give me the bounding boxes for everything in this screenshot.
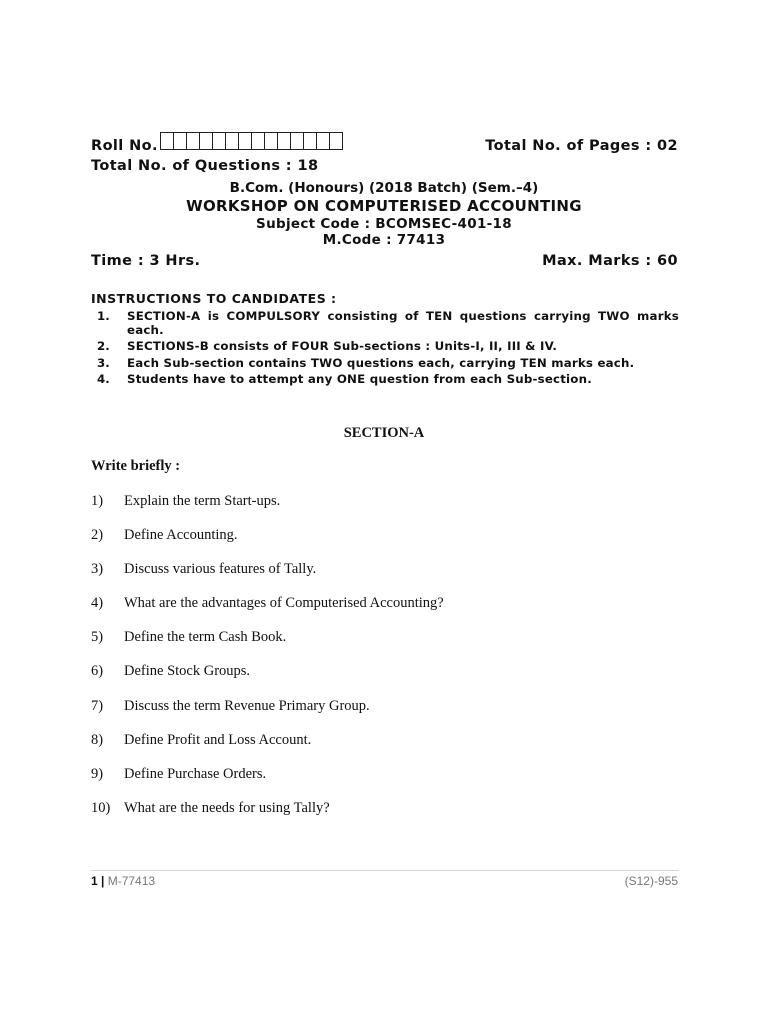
question-text: What are the advantages of Computerised Accounting?	[124, 595, 444, 612]
course-line: B.Com. (Honours) (2018 Batch) (Sem.–4)	[229, 180, 539, 196]
roll-number-box[interactable]	[186, 132, 200, 150]
question-number: 3)	[91, 561, 104, 578]
m-code: M.Code : 77413	[322, 232, 446, 248]
question-number: 10)	[91, 799, 111, 816]
question-text: Define Purchase Orders.	[124, 765, 267, 782]
roll-number-box[interactable]	[160, 132, 174, 150]
instruction-text: SECTION-A is COMPULSORY consisting of TEN questions carrying TWO marks each.	[127, 309, 679, 337]
question-number: 6)	[91, 663, 104, 680]
roll-number-box[interactable]	[199, 132, 213, 150]
roll-number-box[interactable]	[173, 132, 187, 150]
question-number: 5)	[91, 629, 104, 646]
question-item	[91, 527, 444, 561]
footer-right-code: (S12)-955	[624, 874, 678, 888]
question-item	[91, 766, 444, 800]
question-text: Discuss various features of Tally.	[124, 561, 317, 578]
instruction-item	[91, 357, 679, 371]
total-questions: Total No. of Questions : 18	[91, 158, 319, 174]
roll-number-box[interactable]	[316, 132, 330, 150]
instruction-item	[91, 310, 679, 337]
question-text: Explain the term Start-ups.	[124, 493, 281, 509]
instruction-item	[91, 373, 679, 387]
question-text: Define Stock Groups.	[124, 663, 251, 680]
max-marks: Max. Marks : 60	[542, 253, 678, 269]
roll-number-label: Roll No.	[91, 138, 158, 154]
question-item	[91, 493, 444, 527]
roll-number-box[interactable]	[303, 132, 317, 150]
question-list	[91, 493, 444, 834]
question-item	[91, 663, 444, 697]
section-a-heading: SECTION-A	[343, 425, 425, 441]
question-text: Discuss the term Revenue Primary Group.	[124, 697, 370, 714]
roll-number-box[interactable]	[251, 132, 265, 150]
roll-number-box[interactable]	[264, 132, 278, 150]
roll-number-box[interactable]	[329, 132, 343, 150]
instruction-number: 1.	[97, 309, 110, 323]
footer-page-number: 1	[91, 874, 98, 888]
instructions-list	[91, 310, 679, 390]
subject-title: WORKSHOP ON COMPUTERISED ACCOUNTING	[186, 197, 582, 215]
question-number: 8)	[91, 731, 104, 748]
roll-number-box[interactable]	[225, 132, 239, 150]
instruction-text: Each Sub-section contains TWO questions each, carrying TEN marks each.	[127, 355, 635, 370]
question-text: What are the needs for using Tally?	[124, 799, 330, 816]
question-item	[91, 561, 444, 595]
question-text: Define the term Cash Book.	[124, 629, 287, 646]
roll-number-box[interactable]	[290, 132, 304, 150]
footer-left	[91, 874, 155, 888]
question-text: Define Accounting.	[124, 527, 238, 544]
question-item	[91, 595, 444, 629]
roll-number-boxes[interactable]	[160, 132, 342, 150]
instruction-item	[91, 340, 679, 354]
question-number: 9)	[91, 765, 104, 782]
instruction-number: 2.	[97, 339, 110, 353]
question-number: 4)	[91, 595, 104, 612]
question-number: 1)	[91, 493, 104, 509]
question-text: Define Profit and Loss Account.	[124, 731, 312, 748]
footer-code: M-77413	[107, 874, 156, 888]
footer-separator: |	[97, 874, 108, 888]
question-item	[91, 698, 444, 732]
question-item	[91, 732, 444, 766]
question-item	[91, 800, 444, 834]
section-a-prompt: Write briefly :	[91, 458, 181, 474]
roll-number-box[interactable]	[238, 132, 252, 150]
roll-number-box[interactable]	[212, 132, 226, 150]
instruction-number: 4.	[97, 372, 110, 386]
total-pages: Total No. of Pages : 02	[485, 138, 678, 154]
instruction-number: 3.	[97, 355, 110, 370]
footer-divider	[91, 870, 679, 871]
subject-code: Subject Code : BCOMSEC-401-18	[256, 216, 512, 232]
instructions-heading: INSTRUCTIONS TO CANDIDATES :	[91, 291, 337, 306]
instruction-text: SECTIONS-B consists of FOUR Sub-sections : Units-I, II, III & IV.	[127, 339, 558, 353]
question-number: 2)	[91, 527, 104, 544]
question-item	[91, 629, 444, 663]
roll-number-box[interactable]	[277, 132, 291, 150]
instruction-text: Students have to attempt any ONE question from each Sub-section.	[127, 372, 592, 386]
question-number: 7)	[91, 697, 104, 714]
time-allowed: Time : 3 Hrs.	[91, 253, 201, 269]
